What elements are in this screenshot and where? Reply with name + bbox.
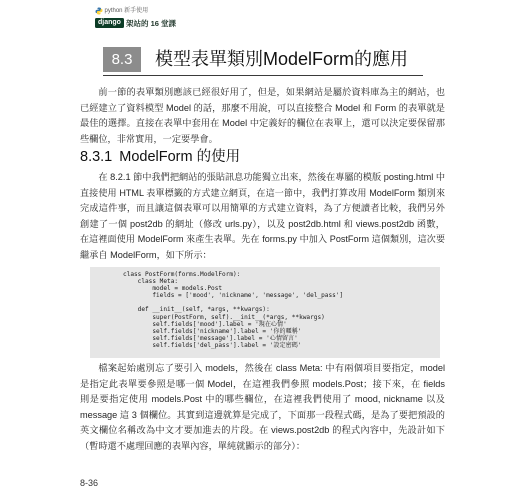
page-number: 8-36 [80, 478, 99, 488]
python-logo-icon [95, 7, 103, 15]
paragraph-line: 在 8.2.1 節中我們把網站的張貼訊息功能獨立出來，然後在專屬的模版 posting.html 中 [98, 172, 445, 182]
paragraph-line: （暫時還不處理回應的表單內容，單純就顯示的部分）： [80, 440, 306, 451]
section-title: 模型表單類別ModelForm的應用 [155, 49, 409, 69]
code-block [90, 267, 440, 358]
python-logo-icon [95, 7, 103, 15]
paragraph-line: 檔案起始處別忘了要引入 models，然後在 class Meta: 中有兩個項目要指定，model [98, 363, 445, 373]
paragraph-intro [80, 85, 445, 147]
section-number: 8.3 [103, 47, 141, 72]
paragraph-line: 英文欄位名稱改為中文才要加進去的片段。在 views.post2db 的程式內容中，先設計如下 [80, 425, 445, 436]
paragraph-line: 已經建立了資料模型 Model 的話，那麼不用說，可以直接整合 Model 和 Form 的表單就是 [80, 102, 445, 113]
subsection-number: 8.3.1 [80, 149, 113, 165]
subsection-heading [80, 147, 445, 167]
paragraph-line: 前一節的表單類別應該已經很好用了，但是，如果網站是屬於資料庫為主的網站，也 [98, 87, 445, 97]
paragraph-line: 則是要指定使用 models.Post 中的哪些欄位，在這裡我們使用了 mood, nickname 以及 [80, 394, 445, 405]
paragraph-modelform-usage [80, 170, 445, 264]
paragraph-line: 創建了一個 post2db 的網址（修改 urls.py），以及 post2db.html 和 views.post2db 函數， [80, 218, 445, 229]
subsection-title: ModelForm 的使用 [119, 149, 241, 165]
code-text: class PostForm(forms.ModelForm): class Meta: model = models.Post fields = ['mood', 'nickname', 'message', 'del_pass'] def __init__(self, *args, **kwargs): super(PostForm, self).__init__(*args, **kwargs) self.fields['mood'].label = '現在心情' self.fields['nickname'].label = '你的暱稱' self.fields['message'].label = '心情留言' self.fields['del_pass'].label = '設定密碼' [123, 271, 344, 349]
book-title: 架站的 16 堂課 [126, 18, 177, 28]
paragraph-line: 繼承自 ModelForm，如下所示： [80, 249, 212, 260]
section-rule [103, 75, 423, 76]
paragraph-line: 是指定此表單要參照是哪一個 Model，在這裡我們參照 models.Post；接下來，在 fields [80, 378, 445, 389]
paragraph-explanation [80, 361, 445, 455]
paragraph-line: 最佳的選擇。直接在表單中套用在 Model 中定義好的欄位在表單上，還可以決定要保留那 [80, 118, 445, 129]
paragraph-line: 在這裡面使用 ModelForm 來產生表單。先在 forms.py 中加入 PostForm 這個類別，這次要 [80, 234, 445, 245]
paragraph-line: 完成這件事，而且讓這個表單可以用簡單的方式建立資料，為了方便讀者比較，我們另外 [80, 203, 445, 214]
paragraph-line: message 這 3 個欄位。其實到這邊就算是完成了，下面那一段程式碼，是為了要把預設的 [80, 409, 445, 420]
series-label: python 新手使用 [104, 8, 149, 14]
paragraph-line: 直接使用 HTML 表單標籤的方式建立網頁，在這一節中，我們打算改用 ModelForm 類別來 [80, 187, 445, 198]
paragraph-line: 些欄位，非常實用，一定要學會。 [80, 133, 218, 144]
django-badge: django [95, 18, 124, 28]
